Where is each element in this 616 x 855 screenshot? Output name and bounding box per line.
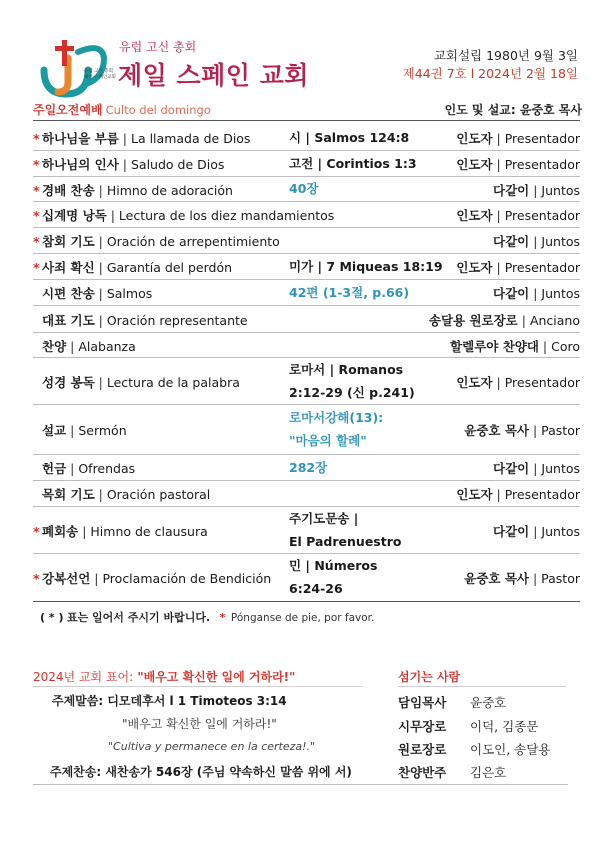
leader-es: Pastor [541, 423, 580, 438]
leader-ko: 윤중호 목사 [464, 571, 529, 586]
service-item: * 강복선언 | Proclamación de Bendición [33, 571, 272, 586]
service-item-es: Oración representante [106, 312, 248, 328]
service-item: * 하나님의 인사 | Saludo de Dios [33, 157, 225, 172]
stand-marker: * [33, 571, 40, 586]
service-leader: 인도자 | Presentador [456, 157, 580, 172]
service-leader: 송달용 원로장로 | Anciano [428, 312, 580, 328]
leader-es: Juntos [541, 182, 580, 198]
divider [398, 686, 566, 687]
leader-ko: 인도자 [456, 487, 493, 502]
service-row [33, 553, 580, 601]
theme-hymn-label: 주제찬송: 새찬송가 546장 (주님 약속하신 말씀 위에 서) [50, 765, 352, 779]
founding-date: 교회설립 1980년 9월 3일 [433, 48, 578, 63]
service-leader: 인도자 | Presentador [456, 260, 580, 275]
service-row [33, 253, 580, 279]
service-item-es: Ofrendas [78, 461, 136, 476]
leader-es: Pastor [541, 571, 580, 586]
theme-verse-label: 주제말씀: 디모데후서 l 1 Timoteos 3:14 [52, 694, 287, 708]
leader-ko: 인도자 [456, 260, 493, 275]
service-item-ko: 성경 봉독 [42, 374, 95, 390]
service-item-es: Salmos [106, 286, 153, 301]
service-reference [289, 126, 409, 149]
servants-heading: 섬기는 사람 [398, 670, 461, 684]
service-leader: 인도자 | Presentador [456, 487, 580, 502]
reference-line: 고전 | Corintios 1:3 [289, 155, 417, 171]
service-item: 설교 | Sermón [42, 423, 127, 438]
service-item-ko: 시편 찬송 [42, 286, 95, 301]
note-es-mark: * [219, 611, 226, 624]
service-item: 성경 봉독 | Lectura de la palabra [42, 374, 240, 390]
service-row [33, 454, 580, 480]
service-row [33, 124, 580, 150]
service-item-es: Himno de clausura [90, 523, 208, 539]
leader-es: Juntos [541, 234, 580, 249]
logo-text-2: 제일 스페인교회 [84, 75, 116, 80]
leader-es: Coro [551, 338, 580, 354]
service-item: 찬양 | Alabanza [42, 338, 136, 354]
service-item-ko: 목회 기도 [42, 487, 95, 502]
leader-ko: 다같이 [493, 182, 530, 198]
church-name-title: 제일 스페인 교회 [118, 61, 309, 90]
service-item-es: La llamada de Dios [130, 131, 251, 146]
leader-ko: 다같이 [493, 461, 530, 476]
reference-line: 시 | Salmos 124:8 [289, 129, 410, 145]
reference-line: 주기도문송 | [289, 510, 359, 526]
service-leader: 윤중호 목사 | Pastor [464, 571, 580, 586]
divider [33, 601, 580, 602]
service-reference [289, 281, 409, 304]
reference-line: 미가 | 7 Miqueas 18:19 [289, 258, 443, 274]
leader-es: Presentador [504, 157, 580, 172]
service-leader: 인도자 | Presentador [456, 131, 580, 146]
service-row [33, 357, 580, 404]
service-item-ko: 십계명 낭독 [42, 208, 107, 223]
divider [33, 784, 568, 785]
service-reference [289, 255, 443, 278]
servant-role: 찬양반주 [398, 765, 447, 780]
leader-ko: 다같이 [493, 234, 530, 249]
leader-ko: 인도자 [456, 157, 493, 172]
service-leader: 할렐루야 찬양대 | Coro [450, 338, 580, 354]
service-item-es: Alabanza [78, 338, 136, 354]
service-item: * 사죄 확신 | Garantía del perdón [33, 260, 233, 275]
leader-ko: 인도자 [456, 374, 493, 390]
leader-es: Juntos [541, 523, 580, 539]
service-item-es: Sermón [78, 423, 127, 438]
leader-es: Presentador [504, 374, 580, 390]
service-item: * 경배 찬송 | Himno de adoración [33, 182, 233, 198]
service-row [33, 150, 580, 176]
service-reference [289, 152, 417, 175]
reference-line: El Padrenuestro [289, 533, 402, 549]
logo-text-1: 유럽 고신 총회 [84, 69, 113, 74]
service-item-es: Oración de arrepentimiento [106, 234, 280, 249]
reference-line: 로마서강해(13): [289, 410, 384, 425]
leader-es: Presentador [504, 487, 580, 502]
service-reference [289, 177, 318, 200]
leader-ko: 송달용 원로장로 [428, 312, 518, 328]
service-item: * 하나님을 부름 | La llamada de Dios [33, 131, 251, 146]
leader-ko: 다같이 [493, 523, 530, 539]
reference-line: 민 | Números [289, 558, 378, 573]
service-row [33, 201, 580, 227]
service-item-es: Oración pastoral [106, 487, 211, 502]
service-item-ko: 대표 기도 [42, 312, 95, 328]
stand-marker: * [33, 208, 40, 223]
leader-es: Juntos [541, 286, 580, 301]
servant-row [398, 763, 506, 781]
service-reference [289, 507, 401, 553]
service-leader: 다같이 | Juntos [493, 182, 580, 198]
stand-marker: * [33, 260, 40, 275]
servant-names: 이도인, 송달용 [470, 742, 551, 757]
stand-marker: * [33, 182, 40, 198]
service-row [33, 404, 580, 454]
leader-es: Presentador [504, 131, 580, 146]
leader-es: Anciano [529, 312, 580, 328]
theme-verse-ko: "배우고 확신한 일에 거하라!" [122, 717, 277, 731]
service-title-ko: 주일오전예배 [33, 103, 103, 117]
service-row [33, 506, 580, 553]
service-row [33, 305, 580, 332]
stand-marker: * [33, 234, 40, 249]
denomination-subtitle: 유럽 고신 총회 [119, 40, 197, 54]
service-row [33, 227, 580, 253]
servant-role: 시무장로 [398, 719, 447, 734]
service-leader: 다같이 | Juntos [493, 523, 580, 539]
officiant: 인도 및 설교: 윤중호 목사 [444, 103, 582, 117]
service-item-es: Saludo de Dios [130, 157, 225, 172]
leader-es: Presentador [504, 260, 580, 275]
service-reference [289, 406, 383, 452]
reference-line: "마음의 할례" [289, 433, 367, 448]
divider [33, 686, 363, 687]
leader-es: Juntos [541, 461, 580, 476]
service-reference [289, 358, 415, 404]
service-leader: 다같이 | Juntos [493, 461, 580, 476]
service-item-ko: 사죄 확신 [42, 260, 95, 275]
service-item-es: Lectura de los diez mandamientos [118, 208, 335, 223]
leader-ko: 인도자 [456, 208, 493, 223]
reference-line: 282장 [289, 459, 328, 475]
service-item-ko: 하나님을 부름 [42, 131, 119, 146]
stand-marker: * [33, 523, 40, 539]
service-item: 목회 기도 | Oración pastoral [42, 487, 211, 502]
service-item-ko: 참회 기도 [42, 234, 95, 249]
servant-names: 이덕, 김종문 [470, 719, 539, 734]
servant-row [398, 717, 538, 735]
servant-role: 담임목사 [398, 695, 447, 710]
service-leader: 인도자 | Presentador [456, 208, 580, 223]
servant-names: 김은호 [470, 765, 507, 780]
service-reference [289, 554, 377, 600]
servant-row [398, 740, 550, 758]
standing-note [40, 609, 374, 625]
service-item-ko: 찬양 [42, 338, 67, 354]
issue-date: 제44권 7호 l 2024년 2월 18일 [402, 66, 578, 81]
service-leader: 다같이 | Juntos [493, 286, 580, 301]
church-logo [38, 38, 116, 98]
motto-text: "배우고 확신한 일에 거하라!" [137, 670, 296, 684]
service-leader: 다같이 | Juntos [493, 234, 580, 249]
reference-line: 6:24-26 [289, 581, 343, 596]
motto-year-label: 2024년 교회 표어: [33, 670, 134, 684]
reference-line: 42편 (1-3절, p.66) [289, 284, 410, 300]
service-item: 대표 기도 | Oración representante [42, 312, 248, 328]
service-item: * 참회 기도 | Oración de arrepentimiento [33, 234, 280, 249]
reference-line: 2:12-29 (신 p.241) [289, 384, 415, 400]
divider [33, 120, 580, 121]
theme-verse-es: "Cultiva y permanece en la certeza!." [108, 740, 316, 753]
service-item-es: Himno de adoración [106, 182, 233, 198]
reference-line: 로마서 | Romanos [289, 361, 404, 377]
servant-names: 윤중호 [470, 695, 507, 710]
service-reference [289, 456, 327, 479]
service-item-ko: 설교 [42, 423, 67, 438]
service-row [33, 279, 580, 305]
service-leader: 윤중호 목사 | Pastor [464, 423, 580, 438]
stand-marker: * [33, 157, 40, 172]
note-ko: 표는 일어서 주시기 바랍니다. [66, 611, 211, 624]
service-item: * 폐회송 | Himno de clausura [33, 523, 208, 539]
service-row [33, 176, 580, 201]
reference-line: 40장 [289, 181, 319, 196]
service-item: 헌금 | Ofrendas [42, 461, 136, 476]
servant-role: 원로장로 [398, 742, 447, 757]
leader-es: Presentador [504, 208, 580, 223]
leader-ko: 할렐루야 찬양대 [450, 338, 539, 354]
service-title-es: Culto del domingo [105, 103, 211, 117]
service-heading [33, 101, 211, 118]
service-item-ko: 강복선언 [42, 571, 91, 586]
service-item: 시편 찬송 | Salmos [42, 286, 153, 301]
service-item: * 십계명 낭독 | Lectura de los diez mandamientos [33, 208, 335, 223]
leader-ko: 인도자 [456, 131, 493, 146]
service-item-es: Proclamación de Bendición [102, 571, 272, 586]
service-item-ko: 경배 찬송 [42, 182, 95, 198]
service-row [33, 480, 580, 506]
service-item-ko: 하나님의 인사 [42, 157, 119, 172]
note-mark: ( * ) [40, 611, 64, 624]
service-row [33, 332, 580, 357]
note-es: Pónganse de pie, por favor. [230, 612, 375, 624]
service-item-ko: 폐회송 [42, 523, 79, 539]
service-item-es: Lectura de la palabra [106, 374, 240, 390]
service-item-es: Garantía del perdón [106, 260, 233, 275]
servant-row [398, 693, 506, 711]
leader-ko: 윤중호 목사 [464, 423, 529, 438]
motto-heading [33, 668, 295, 685]
service-item-ko: 헌금 [42, 461, 67, 476]
leader-ko: 다같이 [493, 286, 530, 301]
stand-marker: * [33, 131, 40, 146]
service-leader: 인도자 | Presentador [456, 374, 580, 390]
